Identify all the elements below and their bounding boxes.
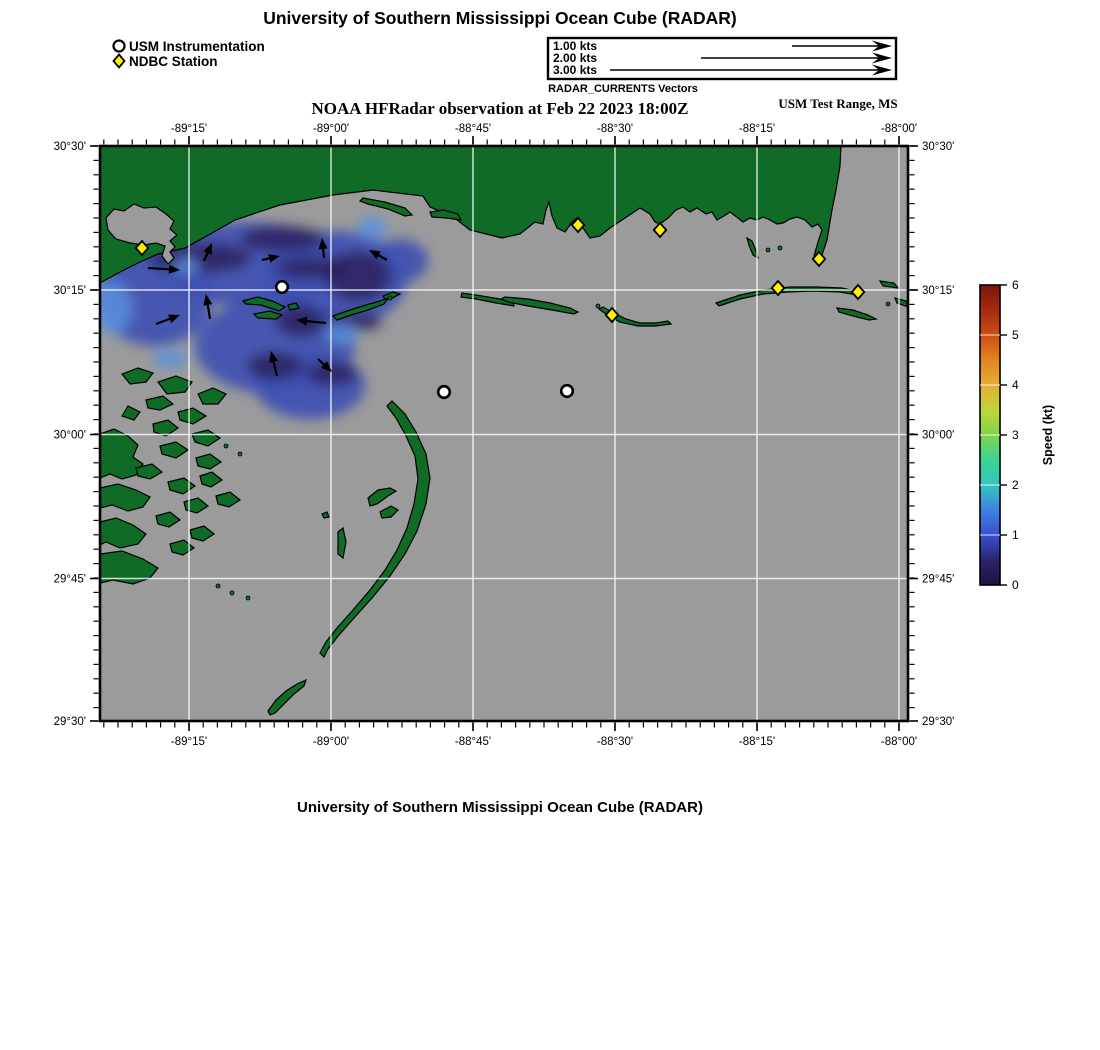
usm-instrumentation-marker [561, 385, 573, 397]
current-vector-line [323, 249, 324, 258]
current-speed-blob [240, 226, 324, 252]
axis-label-latitude-right: 29°45' [922, 573, 955, 586]
islet [216, 584, 220, 588]
islet [766, 248, 770, 252]
usm-instrumentation-marker [438, 386, 450, 398]
axis-label-longitude-bottom: -89°15' [170, 736, 208, 748]
current-vector-line [148, 268, 169, 269]
current-speed-blob [306, 362, 358, 386]
colorbar-tick-label: 1 [1012, 528, 1019, 542]
axis-label-latitude-right: 30°30' [922, 141, 955, 153]
vector-scale-label: 3.00 kts [553, 63, 598, 77]
colorbar-tick-label: 2 [1012, 478, 1019, 492]
colorbar-tick-label: 5 [1012, 328, 1019, 342]
usm-instrumentation-marker [276, 281, 288, 293]
islet [388, 296, 392, 300]
axis-label-longitude-bottom: -88°00' [880, 736, 918, 748]
page-title: University of Southern Mississippi Ocean Cube (RADAR) [263, 8, 737, 28]
map-figure [0, 118, 1100, 778]
current-speed-blob [173, 258, 199, 274]
colorbar-tick-label: 0 [1012, 578, 1019, 592]
axis-label-longitude-bottom: -88°15' [738, 736, 776, 748]
axis-label-latitude-left: 30°15' [53, 285, 86, 297]
vector-scale-caption: RADAR_CURRENTS Vectors [548, 83, 698, 95]
current-speed-blob [274, 257, 350, 279]
axis-label-latitude-right: 30°15' [922, 285, 955, 297]
axis-label-longitude-top: -88°30' [596, 123, 634, 135]
axis-label-latitude-left: 30°00' [53, 429, 86, 442]
legend-usm-label: USM Instrumentation [129, 39, 265, 54]
observation-subtitle: NOAA HFRadar observation at Feb 22 2023 18:00Z [311, 99, 689, 118]
footer-title: University of Southern Mississippi Ocean Cube (RADAR) [297, 799, 703, 816]
islet [224, 444, 228, 448]
current-speed-blob [152, 350, 188, 368]
islet [778, 246, 782, 250]
axis-label-longitude-bottom: -89°00' [312, 736, 350, 748]
current-speed-blob [357, 217, 387, 239]
islet [886, 302, 890, 306]
islet [230, 591, 234, 595]
axis-label-longitude-top: -88°00' [880, 123, 918, 135]
vector-scale-label: 2.00 kts [553, 51, 598, 65]
axis-label-longitude-top: -88°15' [738, 123, 776, 135]
islet [246, 596, 250, 600]
vector-scale-box [0, 0, 1100, 118]
vector-scale-label: 1.00 kts [553, 39, 598, 53]
islet [238, 452, 242, 456]
islet [596, 304, 600, 308]
axis-label-longitude-top: -89°00' [312, 123, 350, 135]
axis-label-longitude-top: -88°45' [454, 123, 492, 135]
axis-label-latitude-left: 29°30' [53, 716, 86, 728]
axis-label-longitude-bottom: -88°45' [454, 736, 492, 748]
colorbar-tick-label: 3 [1012, 428, 1019, 442]
axis-label-latitude-right: 29°30' [922, 716, 955, 728]
colorbar-title: Speed (kt) [1041, 404, 1055, 466]
colorbar-tick-label: 4 [1012, 378, 1019, 392]
test-range-label: USM Test Range, MS [778, 96, 898, 111]
axis-label-latitude-left: 29°45' [53, 573, 86, 586]
axis-label-longitude-top: -89°15' [170, 123, 208, 135]
axis-label-longitude-bottom: -88°30' [596, 736, 634, 748]
axis-label-latitude-right: 30°00' [922, 429, 955, 442]
colorbar-tick-label: 6 [1012, 278, 1019, 292]
legend-ndbc-label: NDBC Station [129, 54, 218, 69]
axis-label-latitude-left: 30°30' [53, 141, 86, 153]
